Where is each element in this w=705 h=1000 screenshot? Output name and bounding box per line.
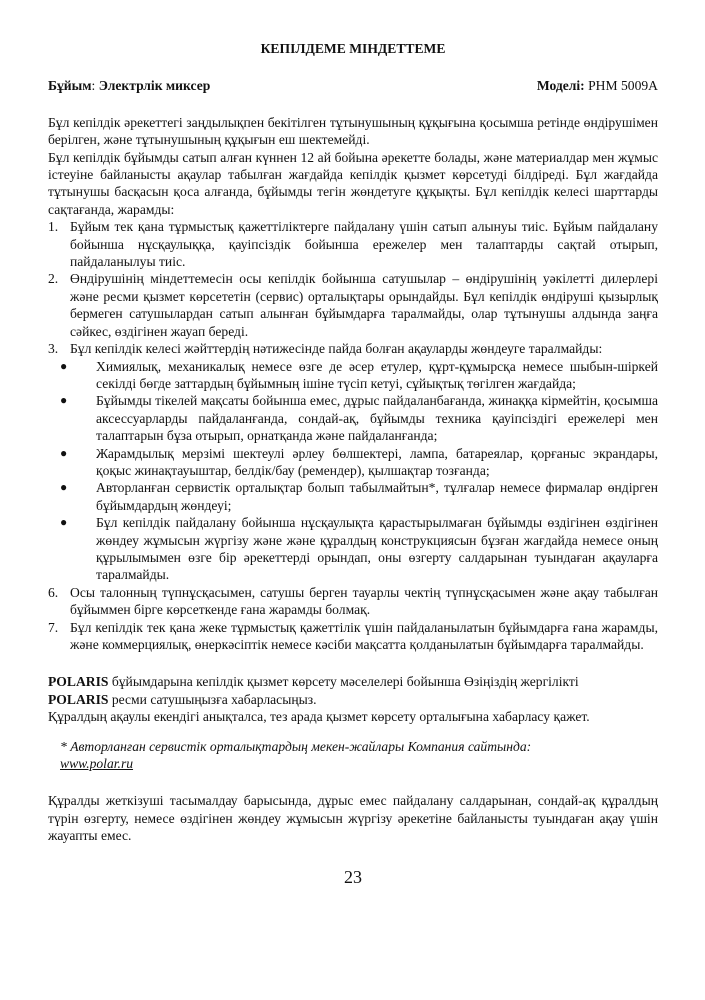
bullet-item (48, 392, 658, 444)
bullet-item (48, 445, 658, 480)
bullet-text: Бұйымды тікелей мақсаты бойынша емес, дұрыс пайдаланбағанда, жинаққа кірмейтін, қосымша аксессуарларды пайдаланғанда, сондай-ақ, бұйымды техника қауіпсіздігі ережелері мен талаптарын бұза отырып, орнатқанда және пайдаланғанда; (96, 393, 658, 444)
service-paragraph (48, 673, 658, 725)
service-line-2: ресми сатушыңызға хабарласыңыз. (108, 691, 317, 707)
final-paragraph: Құралды жеткізуші тасымалдау барысында, дұрыс емес пайдалану салдарынан, сондай-ақ құралдың түрін өзгерту, немесе өздігінен жөндеу жұмысын жүргізу әрекетіне байланысты туындаған ақау үшін жауапты емес. (48, 793, 658, 844)
bullet-text: Химиялық, механикалық немесе өзге де әсер етулер, құрт-құмырсқа немесе шыбын-шіркей секілді бөгде заттардың бұйымның ішіне түсіп кетуі, сұйықтық төгілген жағдайда; (96, 358, 658, 391)
spacer (48, 726, 658, 738)
list-item (48, 270, 658, 340)
document-page (48, 40, 658, 886)
product-name: Электрлік миксер (98, 78, 211, 94)
list-item-number: 3. (48, 341, 59, 357)
list-item-number: 1. (48, 219, 59, 235)
bullet-item (48, 514, 658, 584)
bullet-icon: ● (60, 358, 68, 373)
model-info (537, 77, 658, 94)
service-line-1: бұйымдарына кепілдік қызмет көрсету мәселелері бойынша Өзіңіздің жергілікті (108, 674, 579, 690)
page-number: 23 (344, 866, 362, 887)
conditions-list (48, 218, 658, 357)
list-item-text: Бұл кепілдік келесі жәйттердің нәтижесінде пайда болған ақауларды жөндеуге таралмайды: (70, 341, 603, 357)
conditions-list-continued (48, 584, 658, 654)
model-value: PHM 5009A (588, 78, 658, 94)
list-item-text: Бұйым тек қана тұрмыстық қажеттіліктерге пайдалану үшін сатып алынуы тиіс. Бұйым пайдалану бойынша нұсқаулыққа, қауіпсіздік бойынша ережелер мен талаптарды сақтай отырып, пайдаланылуы тиіс. (70, 219, 658, 270)
bullet-icon: ● (60, 515, 68, 530)
list-item-text: Өндірушінің міндеттемесін осы кепілдік бойынша сатушылар – өндірушінің уәкілетті дилерлері және ресми қызмет көрсететін (сервис) орталықтары орындайды. Бұл кепілдік өндіруші қызырлық бермеген сатушылардан сатып алынған бұйымдарға таралмайды, олар тұтынушы алдында заңға сәйкес, өздігінен жауап береді. (70, 271, 658, 339)
spacer (48, 772, 658, 792)
page-title: КЕПІЛДЕМЕ МІНДЕТТЕМЕ (260, 41, 446, 56)
bullet-text: Жарамдылық мерзімі шектеулі әрлеу бөлшектері, лампа, батареялар, қорғаныс экрандары, қоқыс жинақтауыштар, белдік/бау (ремендер), қылшақтар тозғанда; (96, 445, 658, 478)
bullet-text: Авторланған сервистік орталықтар болып табылмайтын*, тұлғалар немесе фирмалар өндірген бұйымдардың жөндеуі; (96, 480, 658, 513)
spacer (48, 653, 658, 673)
footnote (48, 738, 658, 773)
brand-name: POLARIS (48, 691, 109, 707)
product-colon: : (91, 78, 99, 94)
list-item-number: 7. (48, 619, 59, 635)
product-info (48, 77, 210, 94)
bullet-icon: ● (60, 480, 68, 495)
list-item-text: Осы талонның түпнұсқасымен, сатушы берген тауарлы чектің түпнұсқасымен және ақау табылған бұйыммен бірге көрсеткенде ғана жарамды болмақ. (70, 584, 658, 618)
list-item-text: Бұл кепілдік тек қана жеке тұрмыстық қажеттілік үшін пайдаланылатын бұйымдарға ғана жарамды, және коммерциялық, өнеркәсіптік немесе кәсіби мақсатта қолданылатын бұйымдарға таралмайды. (70, 619, 658, 652)
exclusions-list (48, 358, 658, 584)
list-item-number: 6. (48, 584, 59, 600)
list-item (48, 218, 658, 270)
intro-paragraph-2: Бұл кепілдік бұйымды сатып алған күннен 12 ай бойына әрекетте болады, және материалдар мен жұмыс істеуіне байланысты ақаулар табылған жағдайда кепілдік қызмет көрсетуді білдіреді. Бұл жағдайда тұтынушы басқасын қоса алғанда, бұйымды тегін жөндетуге құқықты. Бұл кепілдік келесі шарттарды сақтағанда, жарамды: (48, 149, 658, 217)
bullet-icon: ● (60, 393, 68, 408)
product-label: Бұйым (48, 78, 92, 94)
product-line (48, 77, 658, 94)
website-link[interactable]: www.polar.ru (60, 756, 134, 772)
bullet-item (48, 358, 658, 393)
service-line-3: Құралдың ақаулы екендігі анықталса, тез арада қызмет көрсету орталығына хабарласу қажет. (48, 709, 590, 725)
bullet-text: Бұл кепілдік пайдалану бойынша нұсқаулықта қарастырылмаған бұйымды өздігінен өздігінен жөндеу жұмысын жүргізу және және құралдың конструкциясын бұзған жағдайда немесе оның құрылымымен өзге бір әрекеттерді орындап, оны өзгерту салдарынан туындаған ақауларға таралмайды. (96, 515, 658, 583)
list-item (48, 584, 658, 619)
brand-name: POLARIS (48, 674, 109, 690)
intro-paragraph-1: Бұл кепілдік әрекеттегі заңдылықпен бекітілген тұтынушының құқығына қосымша ретінде өндірушімен берілген, және тұтынушының құқығын еш шектемейді. (48, 114, 658, 148)
list-item-number: 2. (48, 271, 59, 287)
model-label: Моделі: (536, 78, 585, 94)
bullet-icon: ● (60, 445, 68, 460)
list-item (48, 340, 658, 357)
list-item (48, 619, 658, 654)
footnote-text: * Авторланған сервистік орталықтардың мекен-жайлары Компания сайтында: (60, 738, 532, 754)
bullet-item (48, 479, 658, 514)
